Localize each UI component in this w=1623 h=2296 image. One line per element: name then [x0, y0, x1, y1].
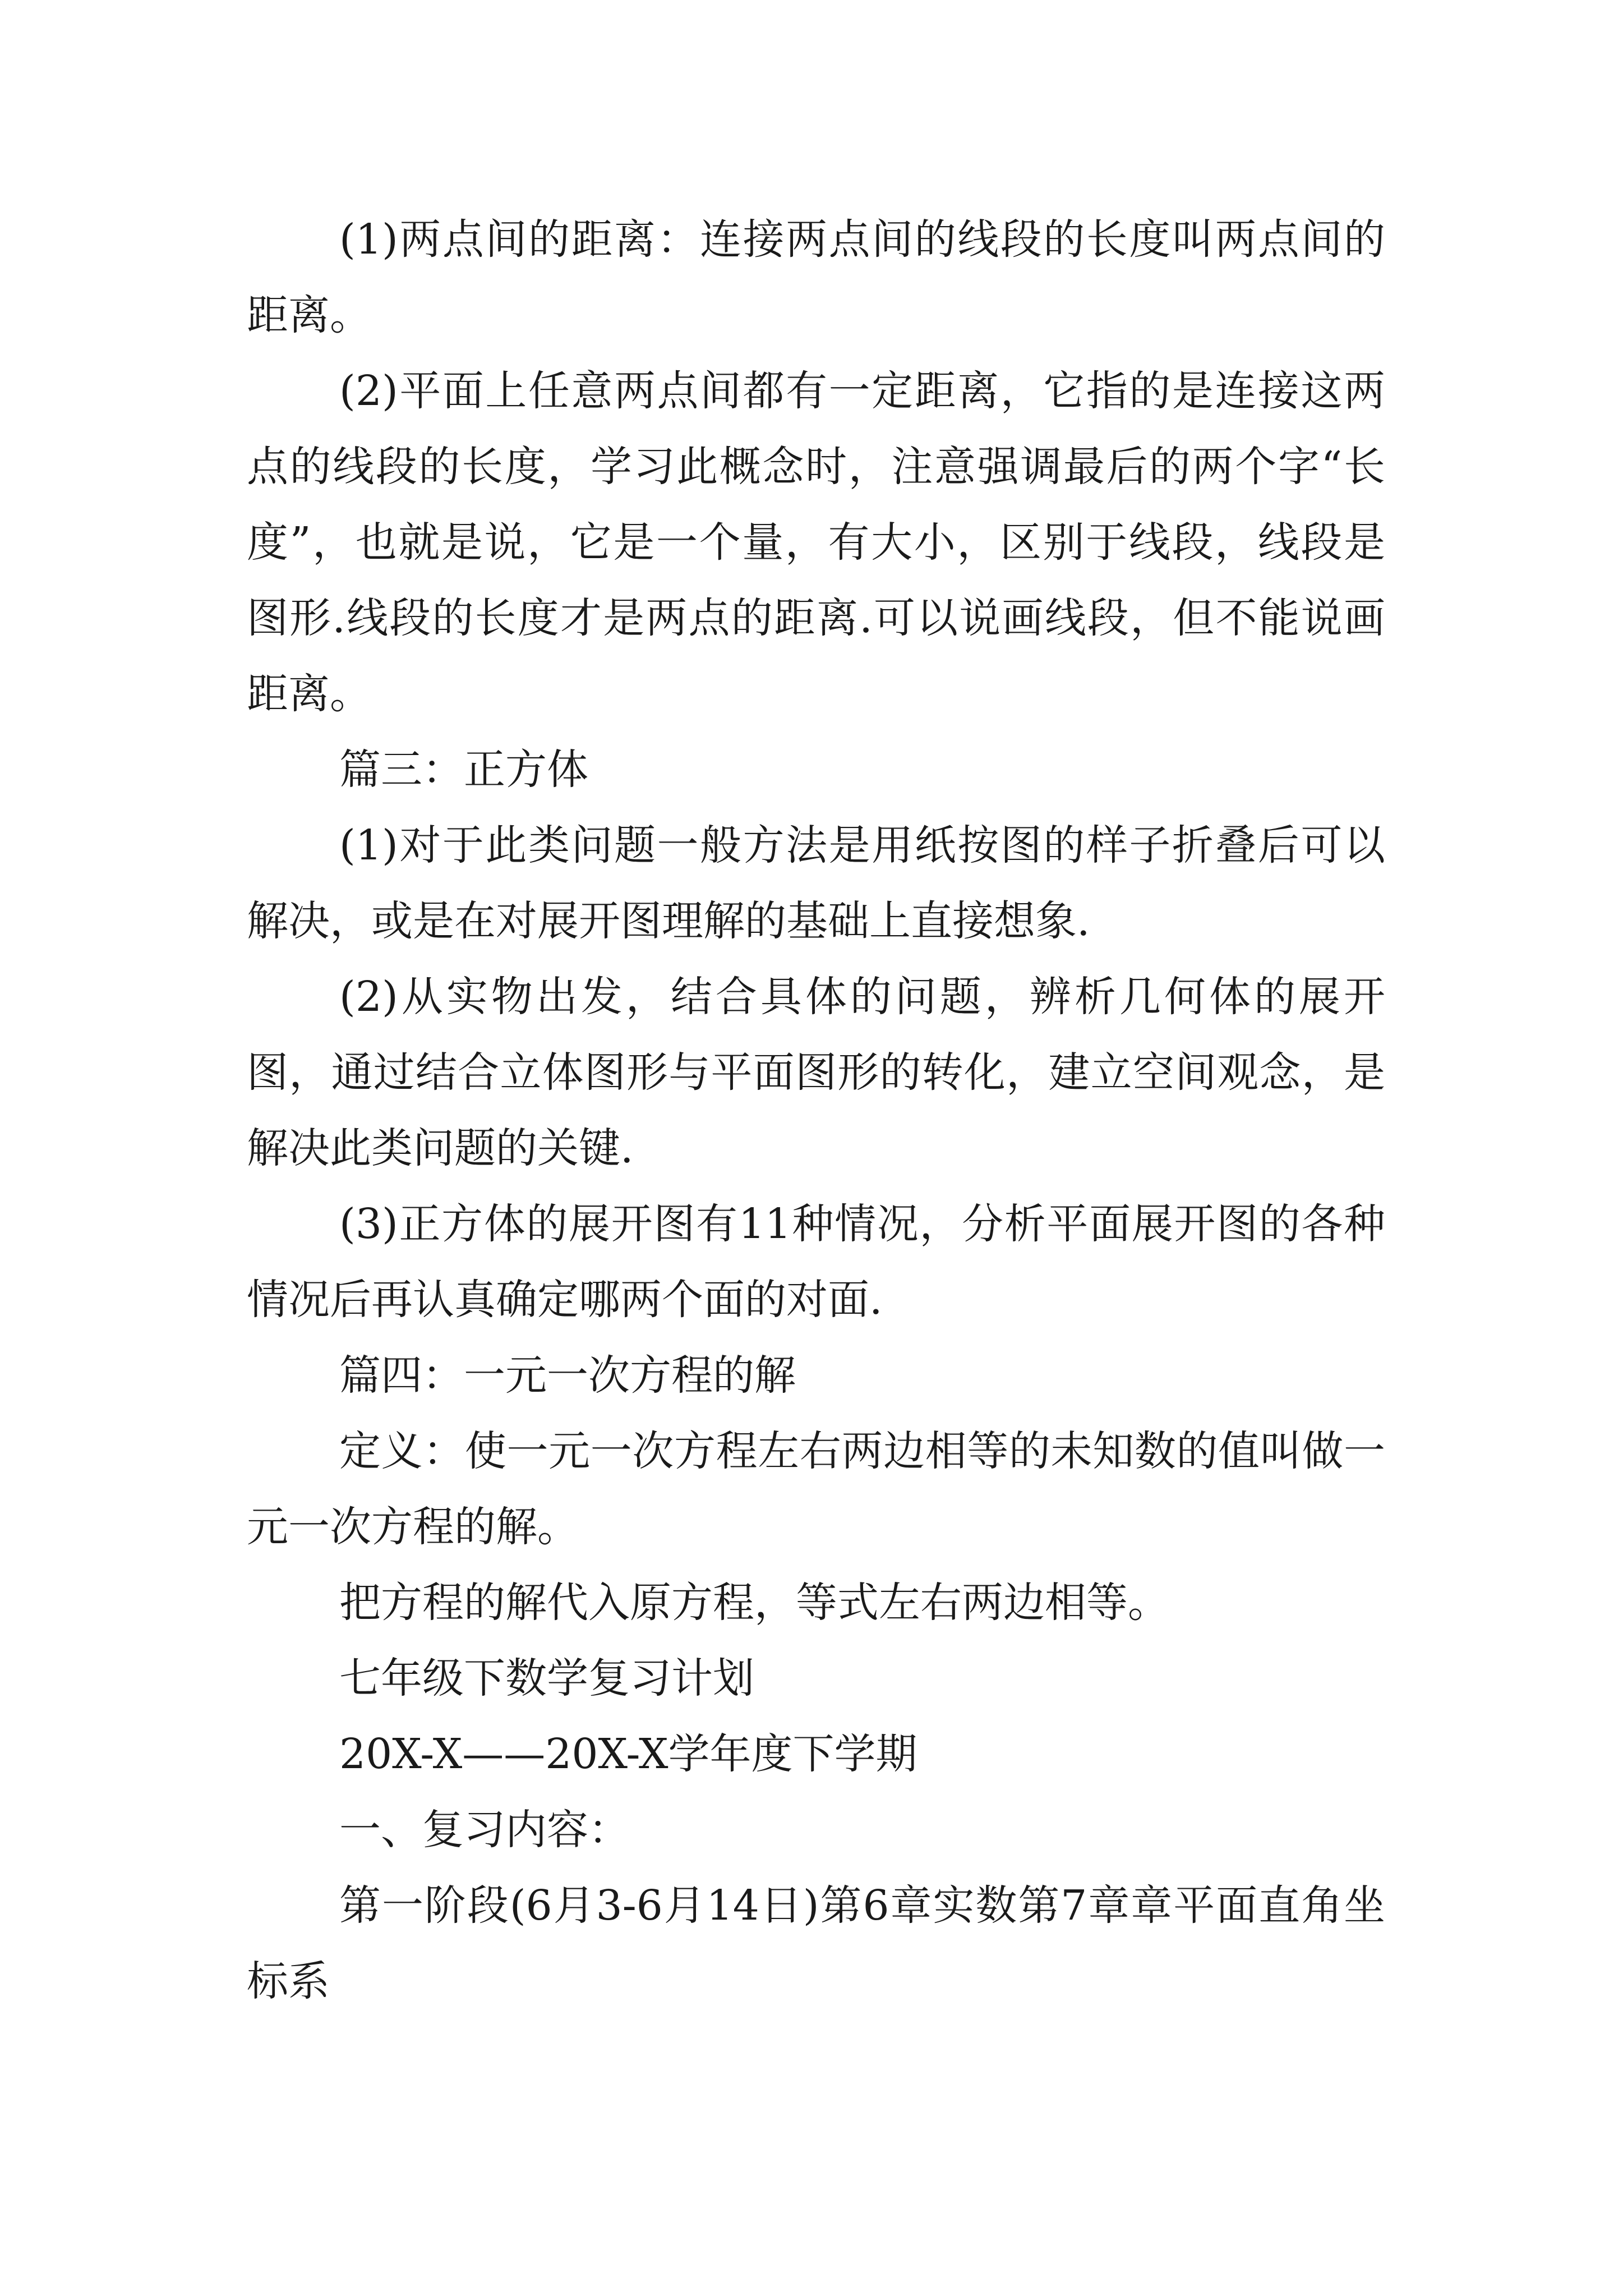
- paragraph-cube-nets: (3)正方体的展开图有11种情况，分析平面展开图的各种情况后再认真确定哪两个面的对面.: [247, 1200, 1385, 1324]
- plan-stage-one: 第一阶段(6月3-6月14日)第6章实数第7章章平面直角坐标系: [247, 1881, 1385, 2005]
- section-heading-equation: 篇四：一元一次方程的解: [339, 1351, 796, 1400]
- plan-section-content: 一、复习内容：: [339, 1806, 630, 1854]
- plan-school-year: 20X-X——20X-X学年度下学期: [339, 1730, 917, 1778]
- paragraph-equation-definition: 定义：使一元一次方程左右两边相等的未知数的值叫做一元一次方程的解。: [247, 1427, 1385, 1551]
- document-body: [247, 202, 1385, 2019]
- paragraph-equation-check: 把方程的解代入原方程，等式左右两边相等。: [339, 1579, 1169, 1627]
- paragraph-distance-explanation: (2)平面上任意两点间都有一定距离，它指的是连接这两点的线段的长度，学习此概念时，注意强调最后的两个字“长度”，也就是说，它是一个量，有大小，区别于线段，线段是图形.线段的长度才是两点的距离.可以说画线段，但不能说画距离。: [247, 367, 1385, 718]
- paragraph-distance-definition: (1)两点间的距离：连接两点间的线段的长度叫两点间的距离。: [247, 215, 1385, 339]
- paragraph-cube-method: (1)对于此类问题一般方法是用纸按图的样子折叠后可以解决，或是在对展开图理解的基础上直接想象.: [247, 821, 1385, 945]
- paragraph-cube-key: (2)从实物出发，结合具体的问题，辨析几何体的展开图，通过结合立体图形与平面图形的转化，建立空间观念，是解决此类问题的关键.: [247, 973, 1385, 1172]
- section-heading-cube: 篇三：正方体: [339, 746, 588, 794]
- plan-title: 七年级下数学复习计划: [339, 1654, 754, 1703]
